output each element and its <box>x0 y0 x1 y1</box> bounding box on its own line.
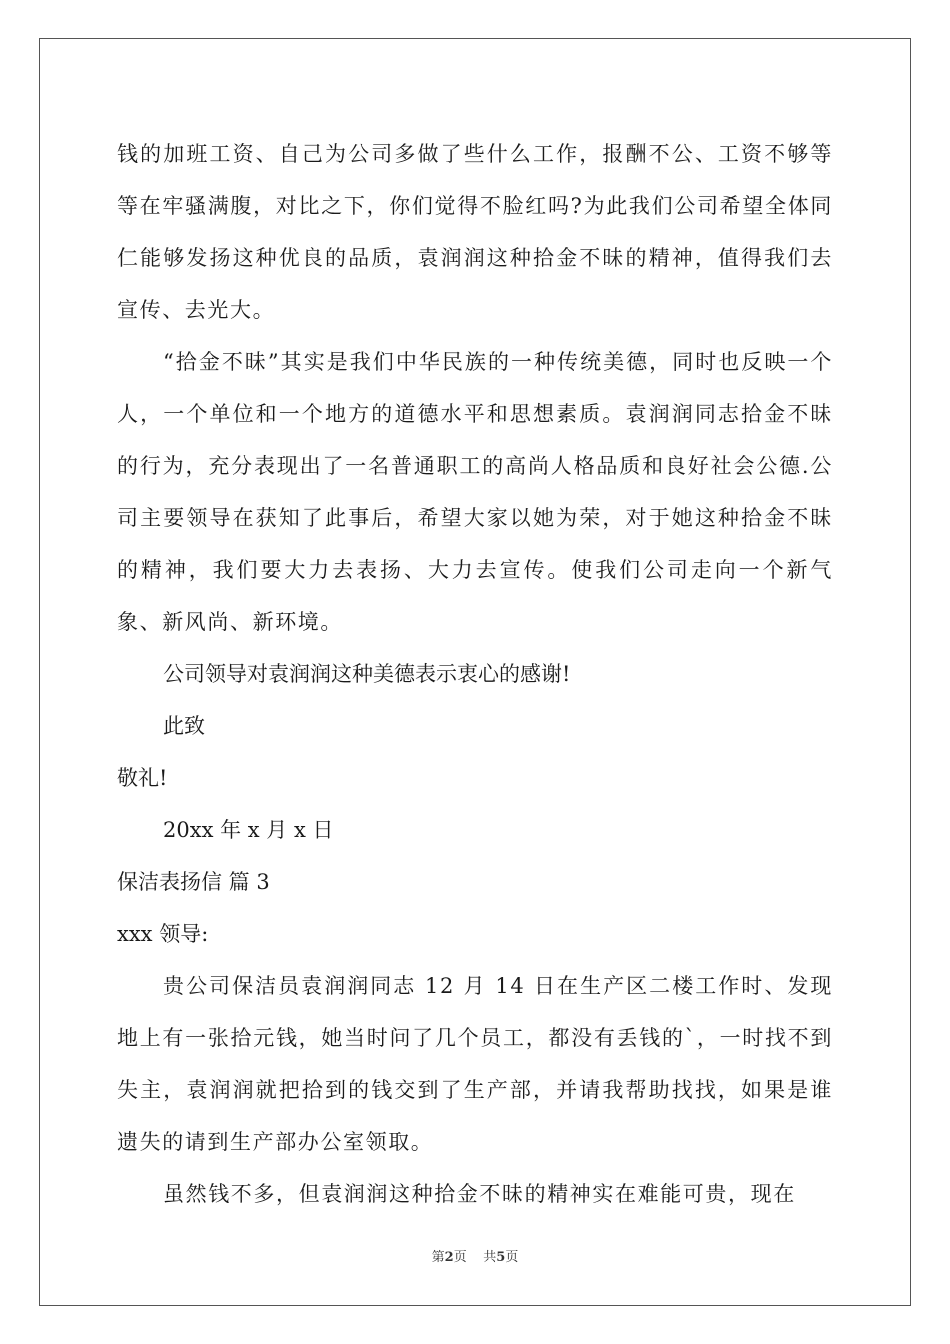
page-prefix: 第 <box>431 1250 445 1265</box>
total-pages: 5 <box>496 1250 506 1265</box>
page-footer <box>0 1246 950 1265</box>
total-prefix: 共 <box>483 1250 497 1265</box>
letter-recipient: xxx 领导: <box>117 922 209 946</box>
paragraph-virtue: “拾金不昧”其实是我们中华民族的一种传统美德，同时也反映一个人，一个单位和一个地方的道德水平和思想素质。袁润润同志拾金不昧的行为，充分表现出了一名普通职工的高尚人格品质和良好社会公德.公司主要领导在获知了此事后，希望大家以她为荣，对于她这种拾金不昧的精神，我们要大力去表扬、大力去宣传。使我们公司走向一个新气象、新风尚、新环境。 <box>117 350 833 634</box>
closing-salutation: 此致 <box>163 714 205 738</box>
paragraph-praise: 虽然钱不多，但袁润润这种拾金不昧的精神实在难能可贵，现在 <box>163 1182 796 1206</box>
closing-regards: 敬礼! <box>117 766 168 790</box>
section-heading: 保洁表扬信 篇 3 <box>117 870 270 894</box>
page-number: 2 <box>444 1250 454 1265</box>
document-body <box>117 128 833 1220</box>
total-suffix: 页 <box>505 1250 519 1265</box>
paragraph-continuation: 钱的加班工资、自己为公司多做了些什么工作，报酬不公、工资不够等等在牢骚满腹，对比之下，你们觉得不脸红吗?为此我们公司希望全体同仁能够发扬这种优良的品质，袁润润这种拾金不昧的精神，值得我们去宣传、去光大。 <box>117 142 833 322</box>
page-suffix: 页 <box>453 1250 467 1265</box>
paragraph-incident: 贵公司保洁员袁润润同志 12 月 14 日在生产区二楼工作时、发现地上有一张拾元钱，她当时问了几个员工，都没有丢钱的`，一时找不到失主，袁润润就把拾到的钱交到了生产部，并请我帮助找找，如果是谁遗失的请到生产部办公室领取。 <box>117 974 833 1154</box>
letter-date: 20xx 年 x 月 x 日 <box>163 818 334 842</box>
paragraph-thanks: 公司领导对袁润润这种美德表示衷心的感谢! <box>163 662 571 686</box>
